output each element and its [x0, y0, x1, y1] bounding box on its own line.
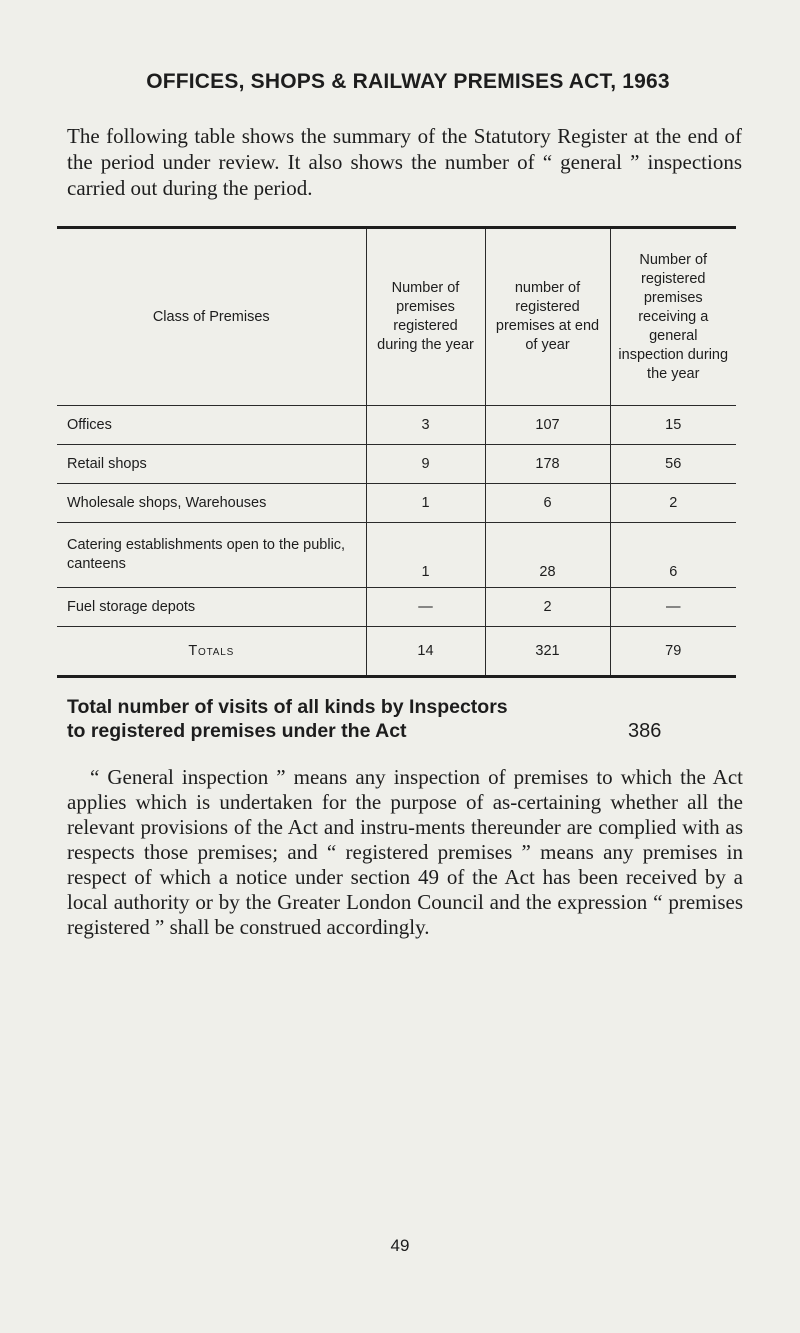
- row-registered-during: 1: [366, 484, 485, 523]
- row-registered-end: 6: [485, 484, 610, 523]
- total-visits-label-line1: Total number of visits of all kinds by Inspectors: [67, 696, 508, 718]
- row-class-label: Wholesale shops, Warehouses: [57, 484, 366, 523]
- row-general-inspection: 6: [610, 523, 736, 588]
- row-class-label: Catering establishments open to the public, canteens: [57, 523, 366, 588]
- row-registered-end: 178: [485, 445, 610, 484]
- header-registered-during-year: Number of premises registered during the year: [366, 228, 485, 406]
- table-row: [57, 523, 736, 588]
- totals-label: Totals: [188, 642, 235, 659]
- row-registered-end: 107: [485, 406, 610, 445]
- totals-row: [57, 627, 736, 677]
- row-registered-end: 28: [485, 523, 610, 588]
- totals-registered-during: 14: [366, 627, 485, 677]
- totals-registered-end: 321: [485, 627, 610, 677]
- table-row: [57, 484, 736, 523]
- page-title: OFFICES, SHOPS & RAILWAY PREMISES ACT, 1963: [146, 70, 670, 93]
- row-general-inspection: 2: [610, 484, 736, 523]
- row-registered-during: 3: [366, 406, 485, 445]
- total-visits-value: 386: [628, 720, 662, 742]
- intro-paragraph: The following table shows the summary of the Statutory Register at the end of the period under review. It also shows the number of “ general ” inspections carried out during the period.: [67, 124, 742, 200]
- table-row: [57, 445, 736, 484]
- row-general-inspection: —: [610, 588, 736, 627]
- header-general-inspection: Number of registered premises receiving a general inspection during the year: [610, 228, 736, 406]
- table-row: [57, 406, 736, 445]
- header-class-of-premises: Class of Premises: [57, 228, 366, 406]
- row-class-label: Retail shops: [57, 445, 366, 484]
- page-number: 49: [390, 1236, 410, 1255]
- statutory-register-table: [57, 226, 736, 678]
- row-registered-end: 2: [485, 588, 610, 627]
- header-registered-end-of-year: number of registered premises at end of year: [485, 228, 610, 406]
- table-row: [57, 588, 736, 627]
- row-registered-during: 1: [366, 523, 485, 588]
- table-header-row: [57, 228, 736, 406]
- row-registered-during: —: [366, 588, 485, 627]
- totals-general-inspection: 79: [610, 627, 736, 677]
- total-visits-summary: [67, 695, 747, 743]
- row-class-label: Offices: [57, 406, 366, 445]
- definition-paragraph: “ General inspection ” means any inspection of premises to which the Act applies which is undertaken for the purpose of as-certaining whether all the relevant provisions of the Act and instru-ments thereunder are complied with as respects those premises; and “ registered premises ” means any premises in respect of which a notice under section 49 of the Act has been received by a local authority or by the Greater London Council and the expression “ premises registered ” shall be construed accordingly.: [67, 765, 743, 939]
- row-registered-during: 9: [366, 445, 485, 484]
- total-visits-label-line2: to registered premises under the Act: [67, 720, 407, 742]
- row-class-label: Fuel storage depots: [57, 588, 366, 627]
- row-general-inspection: 15: [610, 406, 736, 445]
- row-general-inspection: 56: [610, 445, 736, 484]
